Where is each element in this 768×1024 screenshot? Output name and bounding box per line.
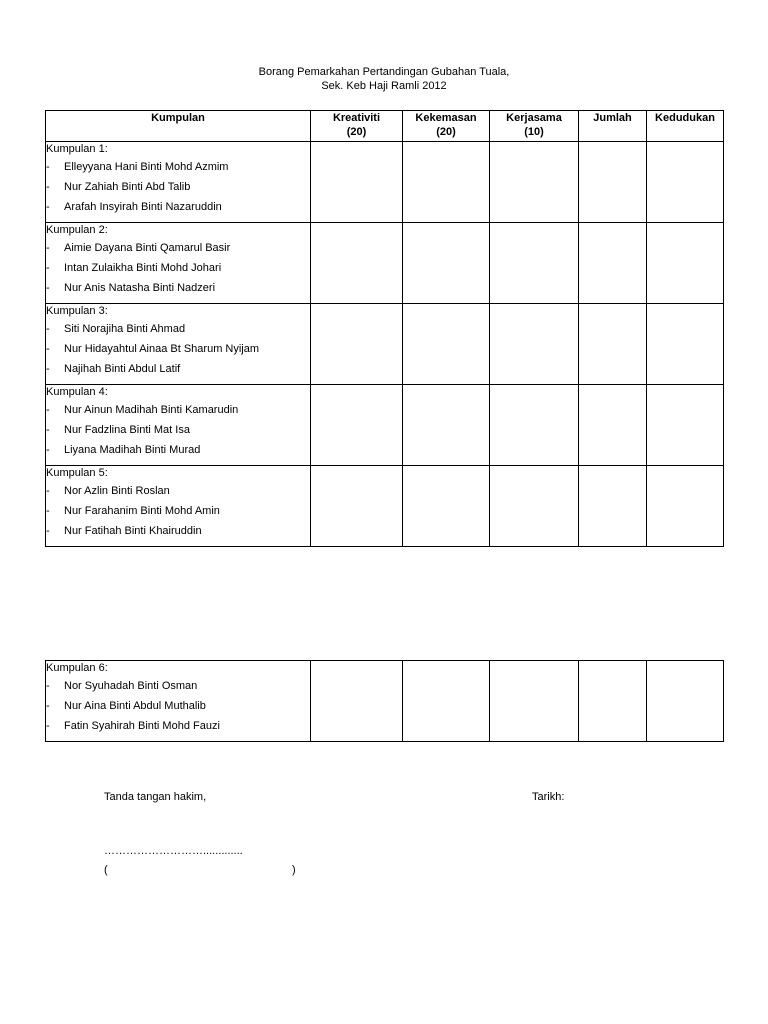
school-title: Sek. Keb Haji Ramli 2012 (321, 80, 447, 92)
member-name: Fatin Syahirah Binti Mohd Fauzi (64, 720, 220, 732)
signature-line: ………………………............. (104, 845, 243, 857)
member-name: Nur Anis Natasha Binti Nadzeri (64, 282, 216, 294)
group-name: Kumpulan 1: (46, 143, 108, 155)
score-cell-kreativiti[interactable] (311, 223, 403, 304)
group-cell (46, 661, 311, 742)
member-item (46, 281, 310, 301)
member-bullet: - (46, 363, 50, 375)
group-row (46, 304, 724, 385)
form-title: Borang Pemarkahan Pertandingan Gubahan Tuala, (258, 66, 510, 78)
member-bullet: - (46, 282, 50, 294)
header-kedudukan: Kedudukan (647, 111, 724, 142)
header-kekemasan: Kekemasan (20) (403, 111, 490, 142)
score-cell-kreativiti[interactable] (311, 466, 403, 547)
group-cell (46, 304, 311, 385)
name-paren-close: ) (292, 864, 296, 876)
member-item (46, 160, 310, 180)
member-bullet: - (46, 680, 50, 692)
member-item (46, 322, 310, 342)
group-cell (46, 385, 311, 466)
score-cell-kerjasama[interactable] (490, 304, 579, 385)
member-item (46, 241, 310, 261)
score-cell-kedudukan[interactable] (647, 661, 724, 742)
member-bullet: - (46, 525, 50, 537)
member-name: Arafah Insyirah Binti Nazaruddin (64, 201, 222, 213)
score-cell-jumlah[interactable] (579, 304, 647, 385)
score-cell-kerjasama[interactable] (490, 661, 579, 742)
score-cell-kedudukan[interactable] (647, 223, 724, 304)
score-cell-kekemasan[interactable] (403, 385, 490, 466)
member-bullet: - (46, 323, 50, 335)
score-cell-kreativiti[interactable] (311, 304, 403, 385)
member-name: Nor Azlin Binti Roslan (64, 485, 170, 497)
member-name: Nur Ainun Madihah Binti Kamarudin (64, 404, 239, 416)
member-item (46, 261, 310, 281)
member-bullet: - (46, 242, 50, 254)
header-kreativiti: Kreativiti (20) (311, 111, 403, 142)
member-bullet: - (46, 181, 50, 193)
score-cell-kekemasan[interactable] (403, 304, 490, 385)
header-jumlah: Jumlah (579, 111, 647, 142)
score-cell-kerjasama[interactable] (490, 385, 579, 466)
score-cell-kekemasan[interactable] (403, 661, 490, 742)
score-cell-kerjasama[interactable] (490, 466, 579, 547)
member-item (46, 524, 310, 544)
score-cell-kedudukan[interactable] (647, 385, 724, 466)
score-cell-jumlah[interactable] (579, 661, 647, 742)
member-bullet: - (46, 700, 50, 712)
member-name: Najihah Binti Abdul Latif (64, 363, 181, 375)
member-name: Aimie Dayana Binti Qamarul Basir (64, 242, 231, 254)
member-name: Nor Syuhadah Binti Osman (64, 680, 198, 692)
score-cell-kedudukan[interactable] (647, 466, 724, 547)
header-kumpulan: Kumpulan (46, 111, 311, 142)
member-item (46, 699, 310, 719)
member-item (46, 200, 310, 220)
header-kerjasama: Kerjasama (10) (490, 111, 579, 142)
member-bullet: - (46, 161, 50, 173)
member-item (46, 342, 310, 362)
score-cell-kedudukan[interactable] (647, 304, 724, 385)
group-cell (46, 466, 311, 547)
member-item (46, 403, 310, 423)
member-name: Nur Farahanim Binti Mohd Amin (64, 505, 220, 517)
member-bullet: - (46, 505, 50, 517)
score-cell-jumlah[interactable] (579, 142, 647, 223)
member-item (46, 484, 310, 504)
score-cell-kerjasama[interactable] (490, 223, 579, 304)
group-row (46, 385, 724, 466)
member-name: Intan Zulaikha Binti Mohd Johari (64, 262, 222, 274)
judge-signature-label: Tanda tangan hakim, (104, 791, 207, 803)
name-paren-open: ( (104, 864, 108, 876)
member-bullet: - (46, 720, 50, 732)
member-bullet: - (46, 343, 50, 355)
member-bullet: - (46, 424, 50, 436)
score-cell-kedudukan[interactable] (647, 142, 724, 223)
group-row (46, 466, 724, 547)
scoring-table (45, 110, 724, 547)
member-name: Nur Fatihah Binti Khairuddin (64, 525, 202, 537)
member-item (46, 423, 310, 443)
score-cell-kreativiti[interactable] (311, 142, 403, 223)
score-cell-kekemasan[interactable] (403, 142, 490, 223)
group-row (46, 661, 724, 742)
group-name: Kumpulan 3: (46, 305, 108, 317)
member-name: Nur Zahiah Binti Abd Talib (64, 181, 191, 193)
group-cell (46, 223, 311, 304)
group-cell (46, 142, 311, 223)
member-bullet: - (46, 404, 50, 416)
group-row (46, 142, 724, 223)
member-bullet: - (46, 262, 50, 274)
member-bullet: - (46, 444, 50, 456)
scoring-table-continued (45, 660, 724, 742)
date-label: Tarikh: (532, 791, 565, 803)
score-cell-jumlah[interactable] (579, 385, 647, 466)
group-row (46, 223, 724, 304)
member-item (46, 679, 310, 699)
header-row (46, 111, 724, 142)
group-name: Kumpulan 2: (46, 224, 108, 236)
score-cell-kekemasan[interactable] (403, 223, 490, 304)
group-name: Kumpulan 4: (46, 386, 108, 398)
score-cell-kerjasama[interactable] (490, 142, 579, 223)
score-cell-kekemasan[interactable] (403, 466, 490, 547)
member-bullet: - (46, 201, 50, 213)
member-item (46, 443, 310, 463)
member-name: Elleyyana Hani Binti Mohd Azmim (64, 161, 229, 173)
member-bullet: - (46, 485, 50, 497)
group-name: Kumpulan 6: (46, 662, 108, 674)
group-name: Kumpulan 5: (46, 467, 108, 479)
member-item (46, 719, 310, 739)
member-item (46, 362, 310, 382)
member-name: Nur Aina Binti Abdul Muthalib (64, 700, 206, 712)
score-cell-kreativiti[interactable] (311, 661, 403, 742)
member-name: Nur Fadzlina Binti Mat Isa (64, 424, 190, 436)
member-item (46, 180, 310, 200)
member-name: Liyana Madihah Binti Murad (64, 444, 201, 456)
member-name: Nur Hidayahtul Ainaa Bt Sharum Nyijam (64, 343, 260, 355)
score-cell-jumlah[interactable] (579, 466, 647, 547)
score-cell-kreativiti[interactable] (311, 385, 403, 466)
score-cell-jumlah[interactable] (579, 223, 647, 304)
member-item (46, 504, 310, 524)
member-name: Siti Norajiha Binti Ahmad (64, 323, 186, 335)
